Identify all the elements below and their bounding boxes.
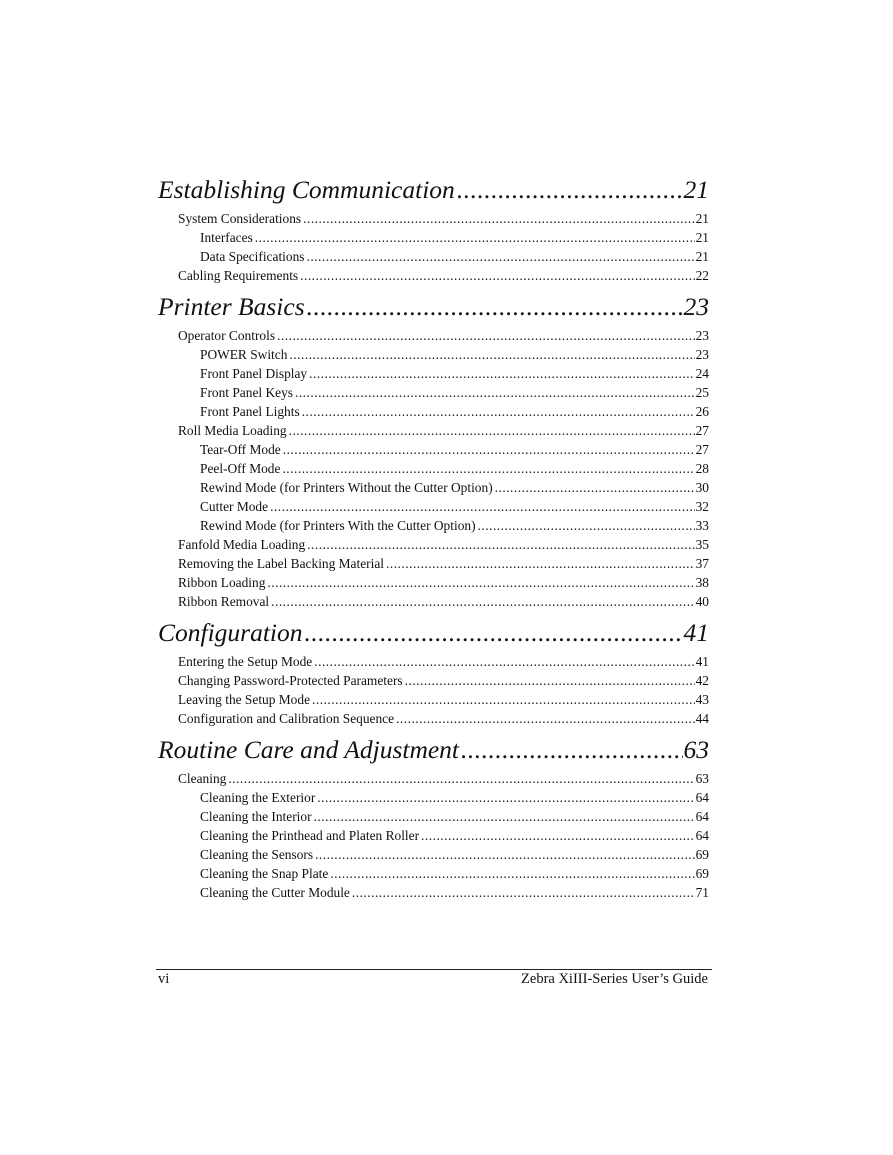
toc-entry-title: Tear-Off Mode bbox=[200, 442, 281, 457]
toc-chapter-page: 41 bbox=[683, 618, 709, 647]
toc-chapter[interactable] bbox=[158, 290, 709, 324]
toc-entry[interactable] bbox=[158, 845, 709, 864]
toc-entry-title: Entering the Setup Mode bbox=[178, 654, 313, 669]
toc-entry[interactable] bbox=[158, 554, 709, 573]
toc-chapter[interactable] bbox=[158, 173, 709, 207]
toc-entry[interactable] bbox=[158, 535, 709, 554]
toc-chapter[interactable] bbox=[158, 616, 709, 650]
toc-entry[interactable] bbox=[158, 402, 709, 421]
toc-entry[interactable] bbox=[158, 326, 709, 345]
dot-leader bbox=[307, 535, 694, 554]
toc-entry-page: 33 bbox=[695, 518, 709, 533]
dot-leader bbox=[271, 592, 694, 611]
dot-leader bbox=[396, 709, 695, 728]
dot-leader bbox=[495, 478, 695, 497]
dot-leader bbox=[352, 883, 695, 902]
toc-entry-title: Peel-Off Mode bbox=[200, 461, 281, 476]
toc-entry-title: Cleaning the Printhead and Platen Roller bbox=[200, 828, 420, 843]
toc-entry-title: Operator Controls bbox=[178, 328, 276, 343]
dot-leader bbox=[314, 652, 694, 671]
toc-entry-page: 23 bbox=[695, 328, 709, 343]
toc-chapter-title: Routine Care and Adjustment bbox=[158, 735, 460, 764]
toc-entry-title: Front Panel Keys bbox=[200, 385, 293, 400]
toc-entry[interactable] bbox=[158, 807, 709, 826]
toc-entry[interactable] bbox=[158, 690, 709, 709]
toc-entry[interactable] bbox=[158, 478, 709, 497]
dot-leader bbox=[305, 616, 683, 650]
toc-entry-page: 25 bbox=[695, 385, 709, 400]
dot-leader bbox=[270, 497, 695, 516]
toc-entry-title: Cleaning the Snap Plate bbox=[200, 866, 329, 881]
toc-entry-page: 69 bbox=[695, 847, 709, 862]
toc-entry-title: Interfaces bbox=[200, 230, 253, 245]
dot-leader bbox=[307, 290, 683, 324]
toc-entry-title: Rewind Mode (for Printers With the Cutter Option) bbox=[200, 518, 476, 533]
toc-entry[interactable] bbox=[158, 497, 709, 516]
dot-leader bbox=[312, 690, 695, 709]
toc-entry[interactable] bbox=[158, 769, 709, 788]
toc-entry[interactable] bbox=[158, 516, 709, 535]
toc-entry-page: 21 bbox=[695, 211, 709, 226]
toc-entry[interactable] bbox=[158, 364, 709, 383]
toc-entry-page: 27 bbox=[695, 442, 709, 457]
toc-entry[interactable] bbox=[158, 345, 709, 364]
toc-entry-page: 44 bbox=[695, 711, 709, 726]
footer-page-number: vi bbox=[158, 971, 170, 987]
toc-entry-title: Fanfold Media Loading bbox=[178, 537, 306, 552]
toc-entry[interactable] bbox=[158, 652, 709, 671]
toc-chapter-page: 21 bbox=[683, 175, 709, 204]
toc-entry-page: 41 bbox=[695, 654, 709, 669]
dot-leader bbox=[405, 671, 695, 690]
dot-leader bbox=[277, 326, 695, 345]
toc-entry-page: 21 bbox=[695, 230, 709, 245]
toc-entry-page: 64 bbox=[695, 828, 709, 843]
toc-entry[interactable] bbox=[158, 440, 709, 459]
toc-entry-title: Configuration and Calibration Sequence bbox=[178, 711, 395, 726]
toc-entry[interactable] bbox=[158, 383, 709, 402]
toc-entry-title: POWER Switch bbox=[200, 347, 288, 362]
toc-entry[interactable] bbox=[158, 459, 709, 478]
dot-leader bbox=[303, 209, 694, 228]
toc-entry[interactable] bbox=[158, 788, 709, 807]
toc-chapter-title: Configuration bbox=[158, 618, 303, 647]
dot-leader bbox=[289, 345, 694, 364]
toc-entry[interactable] bbox=[158, 864, 709, 883]
toc-entry-page: 63 bbox=[695, 771, 709, 786]
toc-entry-title: Cleaning the Interior bbox=[200, 809, 312, 824]
toc-entry[interactable] bbox=[158, 228, 709, 247]
toc-entry-title: Front Panel Display bbox=[200, 366, 308, 381]
dot-leader bbox=[317, 788, 694, 807]
toc-entry-page: 22 bbox=[695, 268, 709, 283]
toc-entry[interactable] bbox=[158, 826, 709, 845]
toc-entry[interactable] bbox=[158, 709, 709, 728]
toc-entry-page: 30 bbox=[695, 480, 709, 495]
toc-entry-title: Cutter Mode bbox=[200, 499, 269, 514]
toc-entry-title: Ribbon Removal bbox=[178, 594, 270, 609]
toc-entry-page: 38 bbox=[695, 575, 709, 590]
toc-entry-page: 42 bbox=[695, 673, 709, 688]
table-of-contents bbox=[158, 173, 709, 902]
toc-entry-page: 37 bbox=[695, 556, 709, 571]
toc-entry-page: 64 bbox=[695, 809, 709, 824]
dot-leader bbox=[386, 554, 695, 573]
toc-entry-page: 40 bbox=[695, 594, 709, 609]
dot-leader bbox=[421, 826, 695, 845]
toc-entry-title: Cabling Requirements bbox=[178, 268, 299, 283]
toc-entry-title: Leaving the Setup Mode bbox=[178, 692, 311, 707]
toc-entry[interactable] bbox=[158, 421, 709, 440]
dot-leader bbox=[315, 845, 695, 864]
dot-leader bbox=[289, 421, 695, 440]
toc-entry-title: Cleaning the Sensors bbox=[200, 847, 314, 862]
toc-entry-title: Data Specifications bbox=[200, 249, 305, 264]
dot-leader bbox=[330, 864, 694, 883]
dot-leader bbox=[255, 228, 695, 247]
dot-leader bbox=[478, 516, 695, 535]
toc-entry-page: 26 bbox=[695, 404, 709, 419]
toc-entry-page: 21 bbox=[695, 249, 709, 264]
toc-chapter-title: Printer Basics bbox=[158, 292, 305, 321]
toc-entry-title: Ribbon Loading bbox=[178, 575, 266, 590]
toc-chapter-page: 23 bbox=[683, 292, 709, 321]
toc-entry[interactable] bbox=[158, 592, 709, 611]
dot-leader bbox=[461, 733, 682, 767]
toc-entry[interactable] bbox=[158, 883, 709, 902]
toc-entry[interactable] bbox=[158, 671, 709, 690]
toc-entry[interactable] bbox=[158, 247, 709, 266]
toc-entry-title: Cleaning the Cutter Module bbox=[200, 885, 350, 900]
toc-entry-title: Front Panel Lights bbox=[200, 404, 300, 419]
footer-guide-title: Zebra XiIII-Series User’s Guide bbox=[521, 971, 708, 987]
toc-entry[interactable] bbox=[158, 266, 709, 285]
dot-leader bbox=[267, 573, 694, 592]
toc-entry-page: 43 bbox=[695, 692, 709, 707]
toc-entry-title: Cleaning bbox=[178, 771, 227, 786]
toc-entry-title: Removing the Label Backing Material bbox=[178, 556, 385, 571]
toc-entry-page: 28 bbox=[695, 461, 709, 476]
toc-entry-title: Roll Media Loading bbox=[178, 423, 287, 438]
toc-entry[interactable] bbox=[158, 209, 709, 228]
dot-leader bbox=[309, 364, 694, 383]
toc-entry-page: 32 bbox=[695, 499, 709, 514]
toc-chapter[interactable] bbox=[158, 733, 709, 767]
toc-entry-page: 24 bbox=[695, 366, 709, 381]
dot-leader bbox=[283, 440, 695, 459]
dot-leader bbox=[314, 807, 695, 826]
toc-entry-title: System Considerations bbox=[178, 211, 302, 226]
dot-leader bbox=[457, 173, 683, 207]
toc-entry-page: 23 bbox=[695, 347, 709, 362]
toc-entry-page: 64 bbox=[695, 790, 709, 805]
toc-entry-title: Rewind Mode (for Printers Without the Cutter Option) bbox=[200, 480, 493, 495]
dot-leader bbox=[282, 459, 694, 478]
toc-entry-title: Changing Password-Protected Parameters bbox=[178, 673, 403, 688]
toc-entry-page: 69 bbox=[695, 866, 709, 881]
toc-entry-page: 27 bbox=[695, 423, 709, 438]
dot-leader bbox=[306, 247, 694, 266]
dot-leader bbox=[228, 769, 694, 788]
dot-leader bbox=[295, 383, 695, 402]
toc-chapter-page: 63 bbox=[683, 735, 709, 764]
toc-entry-page: 71 bbox=[695, 885, 709, 900]
toc-chapter-title: Establishing Communication bbox=[158, 175, 455, 204]
toc-entry-page: 35 bbox=[695, 537, 709, 552]
toc-entry[interactable] bbox=[158, 573, 709, 592]
dot-leader bbox=[300, 266, 694, 285]
dot-leader bbox=[302, 402, 695, 421]
toc-entry-title: Cleaning the Exterior bbox=[200, 790, 316, 805]
